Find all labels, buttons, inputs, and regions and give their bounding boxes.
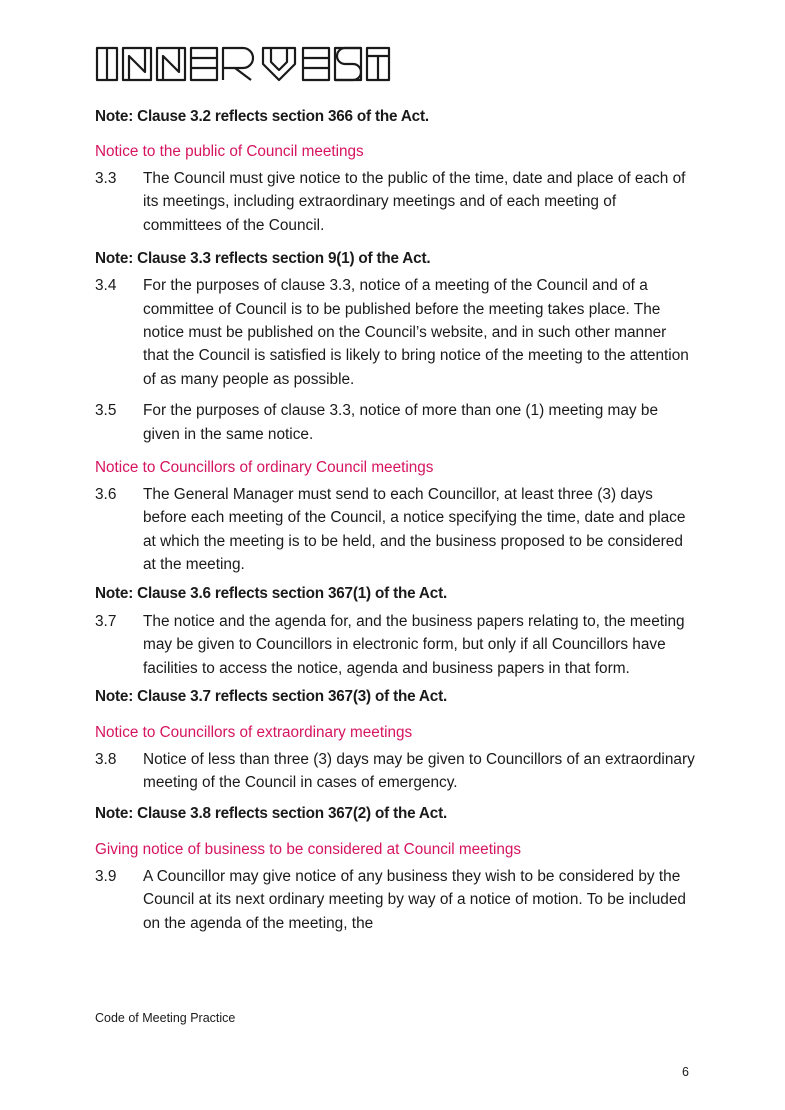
clause-3-4	[95, 274, 695, 391]
note-clause-3-2: Note: Clause 3.2 reflects section 366 of the Act.	[95, 108, 429, 125]
clause-number: 3.7	[95, 612, 117, 630]
clause-3-7	[95, 610, 695, 680]
heading-giving-notice: Giving notice of business to be considered at Council meetings	[95, 840, 522, 858]
clause-3-6	[95, 483, 695, 577]
clause-number: 3.9	[95, 867, 117, 885]
clause-number: 3.5	[95, 402, 117, 420]
document-body	[95, 106, 695, 935]
clause-number: 3.4	[95, 277, 117, 295]
heading-notice-extraordinary: Notice to Councillors of extraordinary meetings	[95, 723, 413, 741]
note-clause-3-3: Note: Clause 3.3 reflects section 9(1) of the Act.	[95, 250, 431, 268]
note-clause-3-6: Note: Clause 3.6 reflects section 367(1) of the Act.	[95, 584, 448, 602]
clause-3-3	[95, 167, 695, 237]
clause-text: For the purposes of clause 3.3, notice of a meeting of the Council and of a committee of Council is to be published before the meeting takes place. The notice must be published on the Council’s website, and in such other manner that the Council is satisfied is likely to bring notice of the meeting to the attention of as many people as possible.	[143, 277, 689, 388]
clause-number: 3.8	[95, 750, 117, 768]
clause-text: For the purposes of clause 3.3, notice of more than one (1) meeting may be given in the same notice.	[143, 402, 659, 443]
heading-notice-ordinary: Notice to Councillors of ordinary Council meetings	[95, 459, 434, 477]
inner-west-logo	[95, 44, 391, 84]
clause-text: Notice of less than three (3) days may be given to Councillors of an extraordinary meeting of the Council in cases of emergency.	[143, 750, 695, 792]
clause-number: 3.3	[95, 170, 117, 187]
clause-3-9	[95, 865, 695, 935]
clause-3-5	[95, 399, 695, 446]
note-clause-3-8: Note: Clause 3.8 reflects section 367(2) of the Act.	[95, 804, 448, 822]
heading-notice-public: Notice to the public of Council meetings	[95, 143, 364, 160]
clause-text: A Councillor may give notice of any business they wish to be considered by the Council at its next ordinary meeting by way of a notice of motion. To be included on the agenda of the meeting, the	[143, 867, 686, 932]
clause-text: The General Manager must send to each Councillor, at least three (3) days before each meeting of the Council, a notice specifying the time, date and place at which the meeting is to be held, and the business proposed to be considered at the meeting.	[143, 486, 686, 574]
clause-3-8	[95, 748, 695, 795]
clause-number: 3.6	[95, 486, 117, 504]
clause-text: The Council must give notice to the public of the time, date and place of each of its meetings, including extraordinary meetings and of each meeting of committees of the Council.	[143, 170, 686, 234]
clause-text: The notice and the agenda for, and the business papers relating to, the meeting may be given to Councillors in electronic form, but only if all Councillors have facilities to access the notice, agenda and business papers in that form.	[143, 612, 685, 677]
note-clause-3-7: Note: Clause 3.7 reflects section 367(3) of the Act.	[95, 687, 448, 705]
footer-title: Code of Meeting Practice	[95, 1011, 236, 1025]
page-number: 6	[682, 1065, 689, 1079]
